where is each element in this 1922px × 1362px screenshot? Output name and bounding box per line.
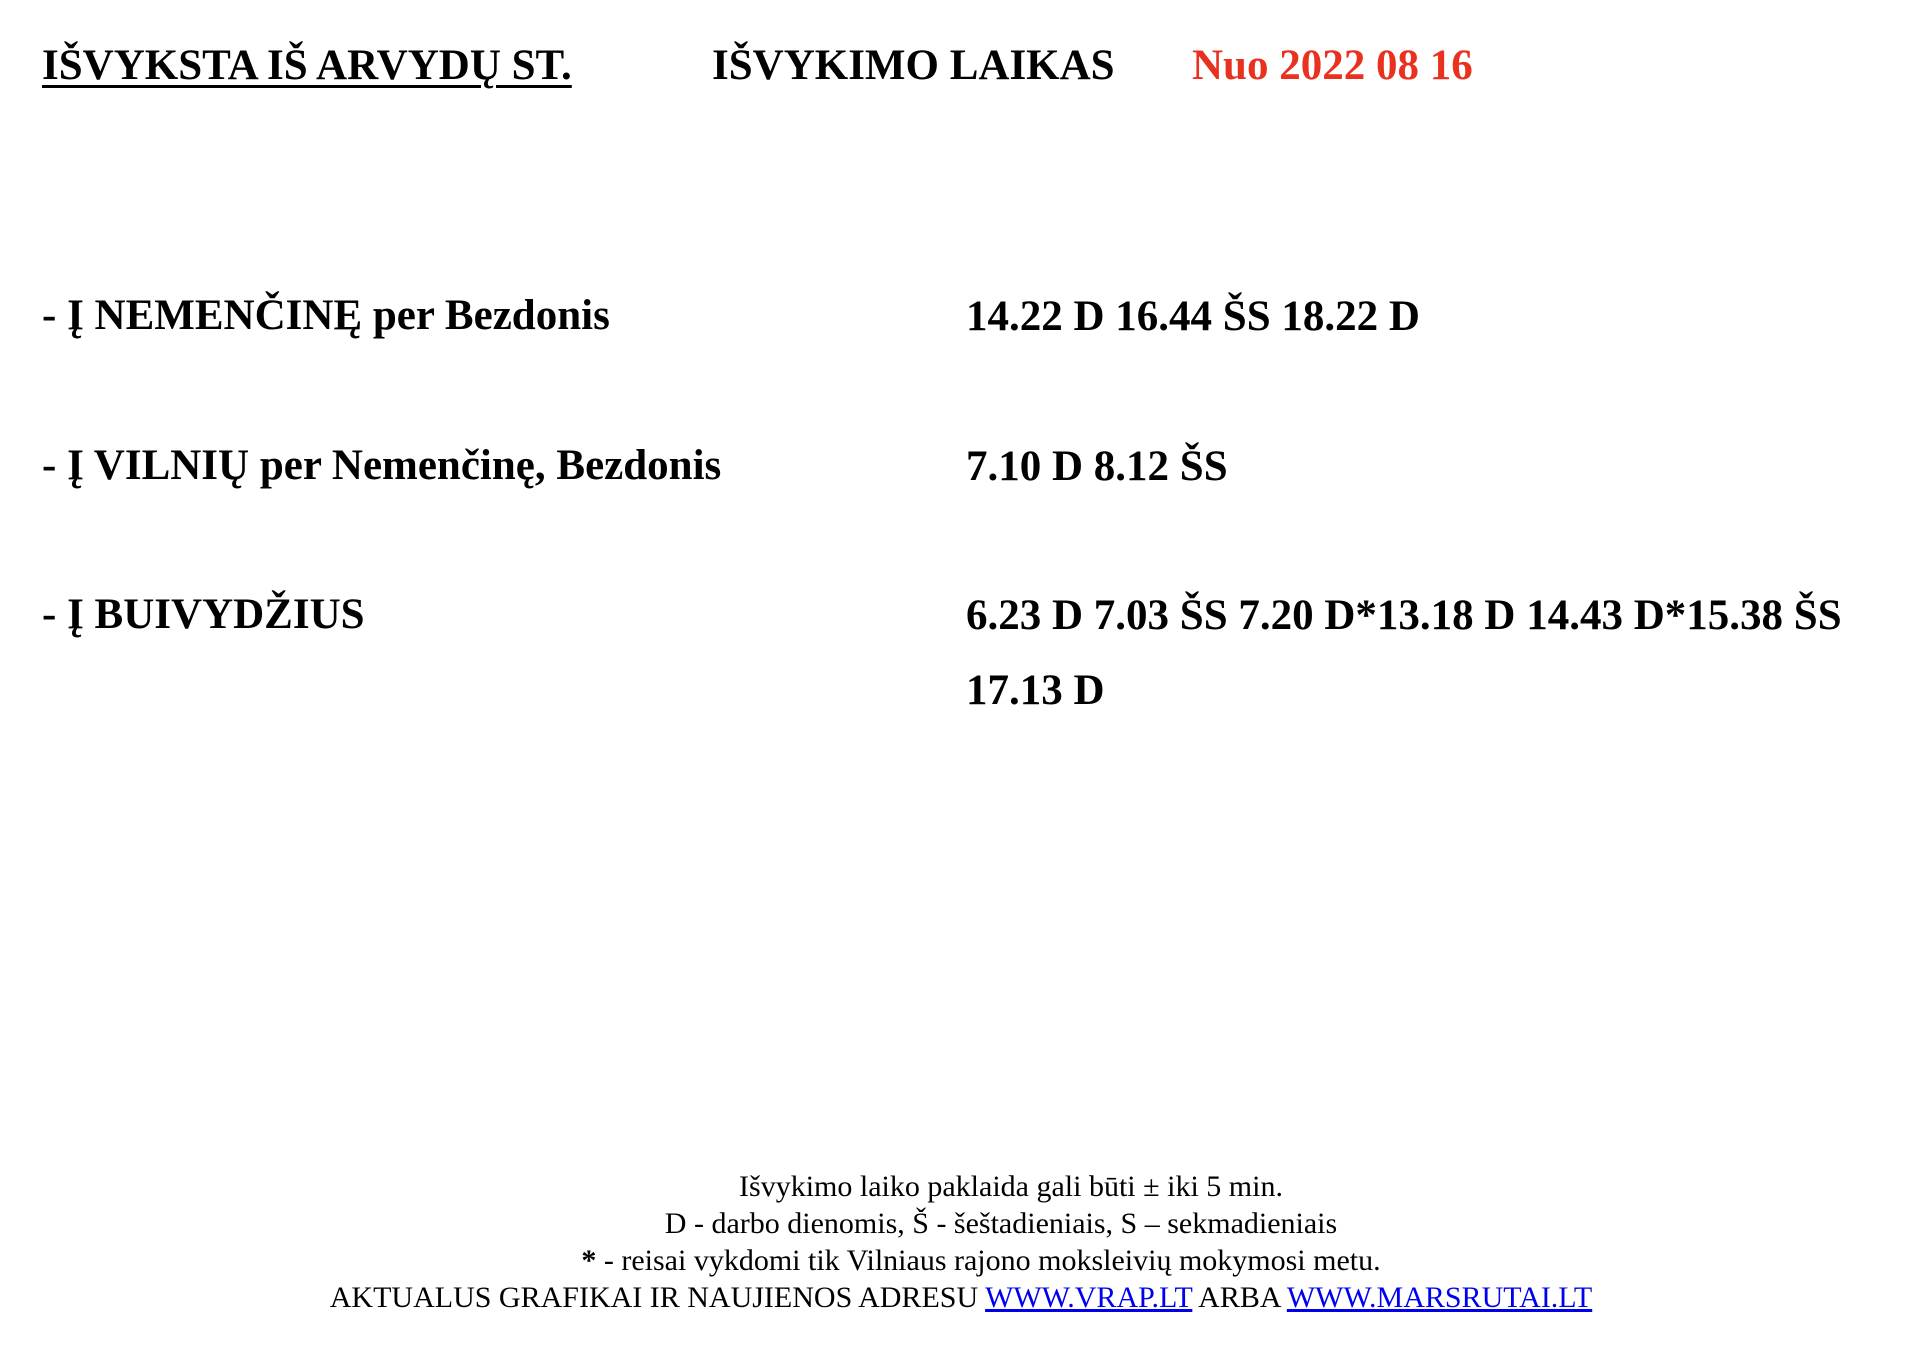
route-departure-times: 14.22 D 16.44 ŠS 18.22 D [966, 293, 1420, 340]
timetable-footer [0, 1168, 1922, 1316]
marsrutai-link[interactable]: WWW.MARSRUTAI.LT [1286, 1281, 1593, 1314]
asterisk-symbol: * [581, 1244, 597, 1277]
links-line [0, 1279, 1922, 1316]
route-departure-times: 7.10 D 8.12 ŠS [966, 443, 1228, 490]
asterisk-note [0, 1242, 1922, 1279]
day-legend: D - darbo dienomis, Š - šeštadieniais, S – sekmadieniais [664, 1207, 1338, 1240]
timetable-header [42, 36, 1922, 96]
departure-time-label: IŠVYKIMO LAIKAS [712, 42, 1115, 89]
asterisk-note-text: - reisai vykdomi tik Vilniaus rajono moksleivių mokymosi metu. [596, 1244, 1381, 1277]
tolerance-note: Išvykimo laiko paklaida gali būti ± iki 5 min. [739, 1170, 1283, 1203]
route-departure-times: 6.23 D 7.03 ŠS 7.20 D*13.18 D 14.43 D*15.38 ŠS 17.13 D [966, 592, 1842, 714]
links-prefix: AKTUALUS GRAFIKAI IR NAUJIENOS ADRESU [329, 1281, 986, 1314]
departure-stop-title: IŠVYKSTA IŠ ARVYDŲ ST. [42, 42, 572, 89]
route-destination: - Į VILNIŲ per Nemenčinę, Bezdonis [42, 442, 722, 489]
valid-from-date: Nuo 2022 08 16 [1192, 42, 1473, 89]
vrap-link[interactable]: WWW.VRAP.LT [985, 1281, 1193, 1314]
route-destination: - Į BUIVYDŽIUS [42, 591, 365, 638]
route-destination: - Į NEMENČINĘ per Bezdonis [42, 292, 610, 339]
links-middle: ARBA [1192, 1281, 1287, 1314]
